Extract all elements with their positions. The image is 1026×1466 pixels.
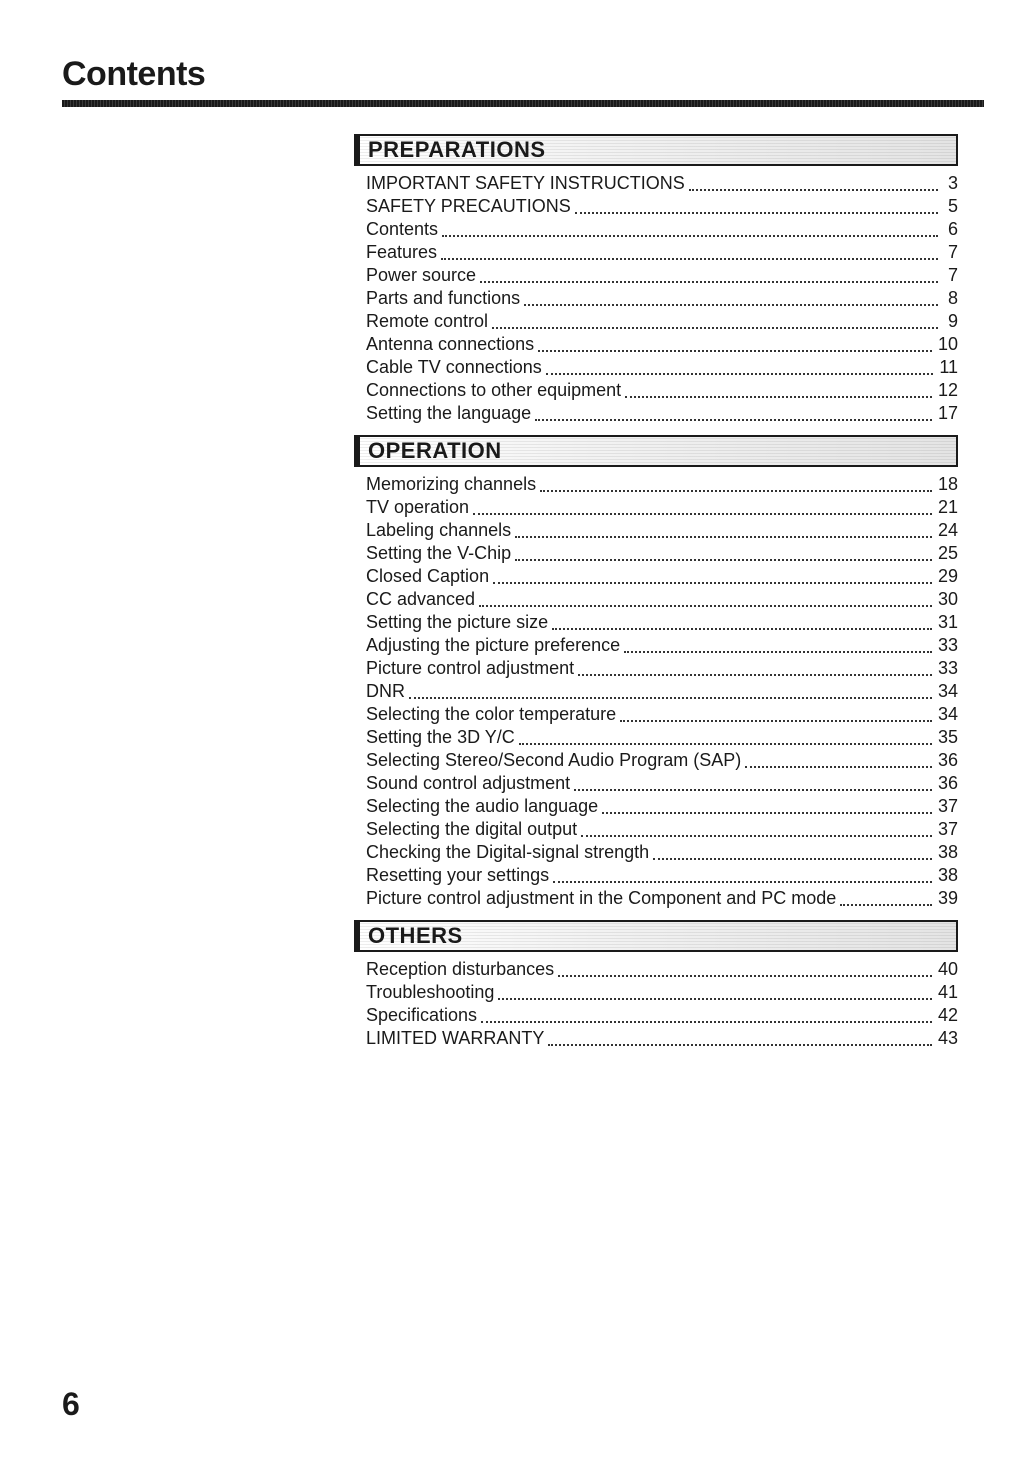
dot-leader	[553, 881, 932, 883]
toc-entry-page: 41	[937, 982, 958, 1002]
toc-entry-label: Setting the language	[366, 403, 532, 423]
toc-entry-label: Closed Caption	[366, 566, 490, 586]
toc-entry	[366, 611, 958, 634]
toc-entry-page: 36	[937, 750, 958, 770]
dot-leader	[480, 281, 938, 283]
dot-leader	[653, 858, 932, 860]
toc-entry-page: 25	[937, 543, 958, 563]
toc-entry-page: 10	[937, 334, 958, 354]
dot-leader	[546, 373, 934, 375]
toc-entry-page: 5	[947, 196, 958, 216]
dot-leader	[515, 536, 932, 538]
dot-leader	[481, 1021, 932, 1023]
toc-entry-page: 38	[937, 842, 958, 862]
dot-leader	[574, 789, 932, 791]
toc-entry-label: CC advanced	[366, 589, 476, 609]
toc-entry-label: Selecting the color temperature	[366, 704, 617, 724]
toc-entry-page: 7	[947, 265, 958, 285]
toc-entry-label: Troubleshooting	[366, 982, 495, 1002]
toc-entry	[366, 172, 958, 195]
toc-entry	[366, 981, 958, 1004]
dot-leader	[581, 835, 932, 837]
section-title: OTHERS	[368, 923, 463, 948]
section-operation	[358, 435, 958, 910]
toc-entry-page: 37	[937, 796, 958, 816]
toc-entry-label: LIMITED WARRANTY	[366, 1028, 545, 1048]
toc-entry	[366, 356, 958, 379]
toc-entry	[366, 588, 958, 611]
toc-entry	[366, 864, 958, 887]
toc-entry-page: 37	[937, 819, 958, 839]
toc-entry	[366, 496, 958, 519]
toc-entry-label: Checking the Digital-signal strength	[366, 842, 650, 862]
toc-entry-label: Parts and functions	[366, 288, 521, 308]
toc-entry-page: 3	[947, 173, 958, 193]
toc-entry-label: Reception disturbances	[366, 959, 555, 979]
toc-entry-label: Picture control adjustment	[366, 658, 575, 678]
toc-entry	[366, 634, 958, 657]
toc-entry-label: Selecting the audio language	[366, 796, 599, 816]
dot-leader	[498, 998, 932, 1000]
toc-entry-label: Remote control	[366, 311, 489, 331]
dot-leader	[441, 258, 938, 260]
section-header	[358, 134, 958, 166]
toc-entry	[366, 565, 958, 588]
toc-entry-label: Connections to other equipment	[366, 380, 622, 400]
toc-entry	[366, 241, 958, 264]
toc-entry-page: 29	[937, 566, 958, 586]
toc-entry	[366, 473, 958, 496]
dot-leader	[442, 235, 938, 237]
toc-entry	[366, 333, 958, 356]
toc-entry	[366, 726, 958, 749]
toc-entry-label: Resetting your settings	[366, 865, 550, 885]
page-title: Contents	[62, 55, 206, 93]
toc-entry-page: 7	[947, 242, 958, 262]
dot-leader	[575, 212, 938, 214]
toc-entry	[366, 519, 958, 542]
entry-list	[358, 958, 958, 1050]
toc-entry-label: Setting the 3D Y/C	[366, 727, 515, 747]
toc-entry-page: 43	[937, 1028, 958, 1048]
dot-leader	[535, 419, 932, 421]
dot-leader	[519, 743, 932, 745]
toc-entry-label: Setting the picture size	[366, 612, 549, 632]
toc-entry	[366, 1004, 958, 1027]
toc-entry-label: Specifications	[366, 1005, 478, 1025]
toc-entry-page: 9	[947, 311, 958, 331]
toc-entry-page: 24	[937, 520, 958, 540]
toc-entry	[366, 958, 958, 981]
toc-entry-page: 36	[937, 773, 958, 793]
toc-entry-label: Labeling channels	[366, 520, 512, 540]
toc-entry-label: Selecting the digital output	[366, 819, 578, 839]
section-header	[358, 435, 958, 467]
toc-entry-page: 33	[937, 658, 958, 678]
toc-entry	[366, 402, 958, 425]
dot-leader	[409, 697, 932, 699]
toc-entry-page: 34	[937, 681, 958, 701]
toc-entry	[366, 841, 958, 864]
dot-leader	[624, 651, 932, 653]
dot-leader	[479, 605, 932, 607]
dot-leader	[558, 975, 932, 977]
toc-entry-label: Memorizing channels	[366, 474, 537, 494]
toc-entry-label: Adjusting the picture preference	[366, 635, 621, 655]
toc-entry	[366, 772, 958, 795]
toc-entry-label: TV operation	[366, 497, 470, 517]
toc-entry-label: Features	[366, 242, 438, 262]
toc-entry-label: Sound control adjustment	[366, 773, 571, 793]
entry-list	[358, 473, 958, 910]
toc-entry	[366, 749, 958, 772]
toc-entry	[366, 680, 958, 703]
toc-entry	[366, 795, 958, 818]
section-preparations	[358, 134, 958, 425]
toc-entry	[366, 703, 958, 726]
toc-entry	[366, 195, 958, 218]
toc-entry-page: 30	[937, 589, 958, 609]
toc-entry	[366, 657, 958, 680]
dot-leader	[515, 559, 932, 561]
toc-entry	[366, 218, 958, 241]
toc-entry-page: 8	[947, 288, 958, 308]
toc-entry	[366, 818, 958, 841]
dot-leader	[578, 674, 932, 676]
toc-entry-page: 40	[937, 959, 958, 979]
dot-leader	[524, 304, 938, 306]
dot-leader	[552, 628, 932, 630]
toc-entry-page: 31	[937, 612, 958, 632]
toc-entry	[366, 542, 958, 565]
dot-leader	[473, 513, 932, 515]
toc-entry-page: 18	[937, 474, 958, 494]
dot-leader	[689, 189, 938, 191]
toc-entry-label: Selecting Stereo/Second Audio Program (SAP)	[366, 750, 742, 770]
dot-leader	[745, 766, 932, 768]
toc-entry	[366, 287, 958, 310]
section-title: OPERATION	[368, 438, 502, 463]
dot-leader	[602, 812, 932, 814]
toc-entry-label: Power source	[366, 265, 477, 285]
toc-entry-page: 42	[937, 1005, 958, 1025]
toc-entry-page: 33	[937, 635, 958, 655]
toc-entry-label: SAFETY PRECAUTIONS	[366, 196, 571, 216]
toc-entry-page: 34	[937, 704, 958, 724]
toc-entry	[366, 1027, 958, 1050]
toc-entry-page: 35	[937, 727, 958, 747]
toc-entry-label: Contents	[366, 219, 439, 239]
dot-leader	[492, 327, 938, 329]
toc-entry-page: 12	[937, 380, 958, 400]
dot-leader	[538, 350, 932, 352]
toc-entry	[366, 887, 958, 910]
toc-entry-label: DNR	[366, 681, 405, 701]
dot-leader	[493, 582, 932, 584]
toc-entry-label: Picture control adjustment in the Component and PC mode	[366, 888, 837, 908]
toc-entry-page: 11	[939, 357, 958, 377]
toc-entry	[366, 379, 958, 402]
dot-leader	[620, 720, 932, 722]
toc-entry-page: 38	[937, 865, 958, 885]
toc-entry-page: 6	[947, 219, 958, 239]
toc-entry-page: 21	[937, 497, 958, 517]
dot-leader	[540, 490, 932, 492]
toc-entry-label: Cable TV connections	[366, 357, 542, 377]
toc-entry-page: 17	[937, 403, 958, 423]
table-of-contents	[358, 134, 958, 1050]
title-rule	[62, 100, 984, 107]
entry-list	[358, 172, 958, 425]
toc-entry	[366, 264, 958, 287]
toc-entry-label: Antenna connections	[366, 334, 535, 354]
toc-entry	[366, 310, 958, 333]
section-others	[358, 920, 958, 1050]
toc-entry-label: IMPORTANT SAFETY INSTRUCTIONS	[366, 173, 685, 193]
dot-leader	[548, 1044, 932, 1046]
page-number: 6	[62, 1386, 80, 1422]
toc-entry-page: 39	[937, 888, 958, 908]
dot-leader	[840, 904, 932, 906]
section-title: PREPARATIONS	[368, 137, 546, 162]
dot-leader	[625, 396, 932, 398]
toc-entry-label: Setting the V-Chip	[366, 543, 512, 563]
section-header	[358, 920, 958, 952]
